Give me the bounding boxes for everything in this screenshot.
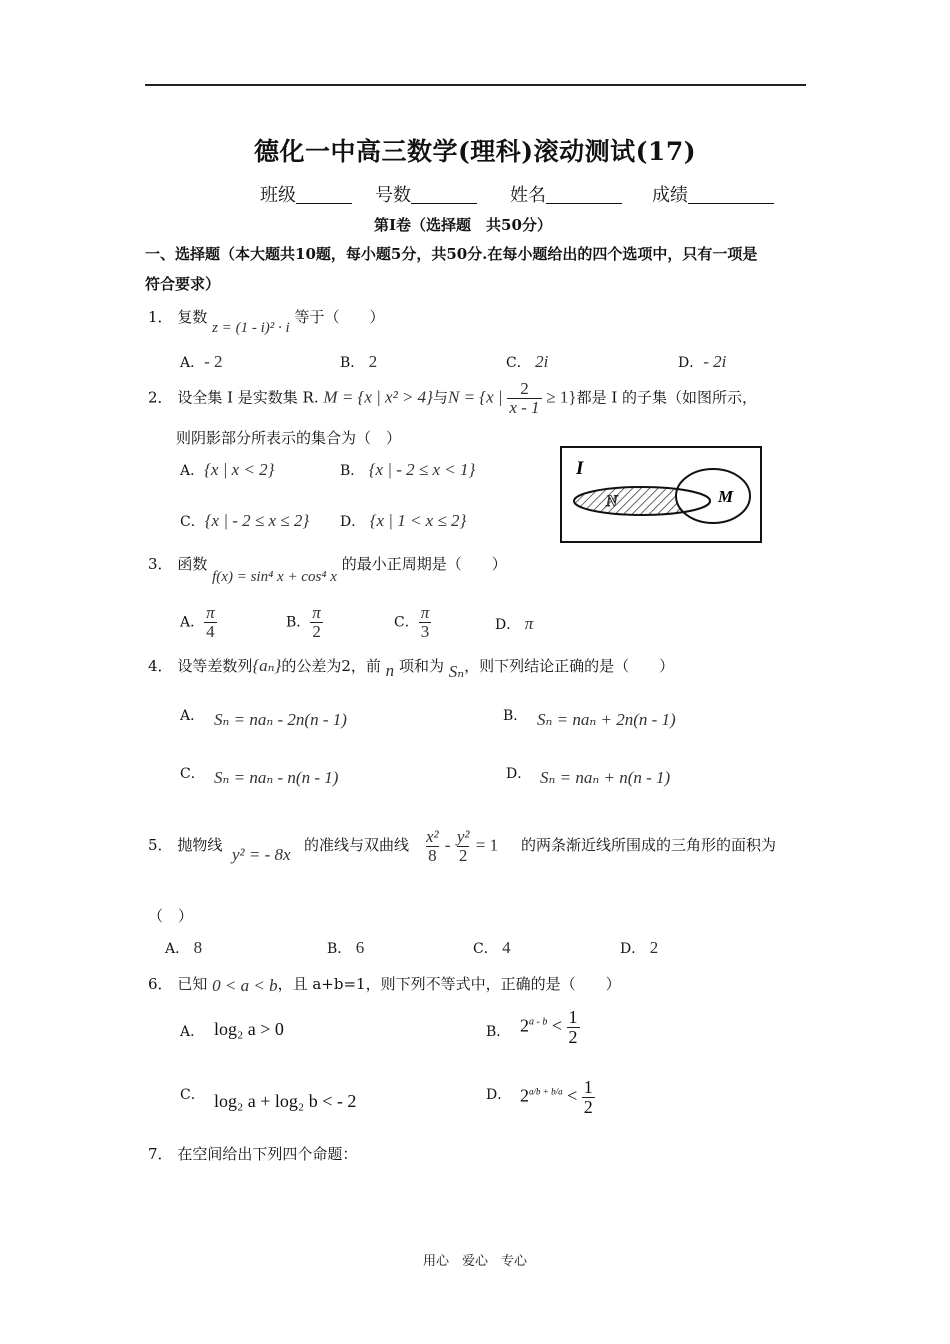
q2-d-value: {x | 1 < x ≤ 2} [369,511,467,530]
q6-number: 6． [148,975,173,993]
q2-option-a[interactable] [180,460,274,480]
q4-n: n [385,661,395,680]
q2-post: 都是 I 的子集（如图所示， [576,388,758,407]
q4-option-d[interactable] [506,763,531,783]
q1-a-label: A． [180,355,205,371]
q6-d-base: 2 [520,1085,529,1106]
q6-d-rel: < [567,1085,578,1106]
q2-number: 2． [148,388,173,407]
q3-formula: f(x) = sin⁴ x + cos⁴ x [212,569,337,585]
q2-b-label: B． [340,463,365,479]
q1-a-value: - 2 [204,352,223,371]
q4-a-label: A． [180,708,205,724]
q1-d-value: - 2i [703,352,727,371]
q5-b-value: 6 [355,938,365,957]
q5-parabola: y² = - 8x [232,845,291,864]
q2-frac-num: 2 [520,379,529,398]
q4-sequence: {aₙ} [252,656,282,675]
name-field [510,181,622,207]
q5-a-label: A． [165,941,190,957]
q5-b-label: B． [327,941,352,957]
question-6 [148,973,621,994]
q2-fraction [507,380,541,417]
q5-hyperbola [424,828,498,865]
q2-c-value: {x | - 2 ≤ x ≤ 2} [204,511,310,530]
q5-c-value: 4 [502,938,511,957]
q2-option-d[interactable] [340,511,466,531]
q2-option-c[interactable] [180,511,309,531]
q2-b-value: {x | - 2 ≤ x < 1} [368,460,476,479]
q4-a-value: Sₙ = naₙ - 2n(n - 1) [214,710,347,729]
q1-b-label: B． [340,355,365,371]
score-field [652,181,774,207]
q3-b-frac [310,604,323,641]
q5-c-label: C． [473,941,498,957]
q5-frac-2-den: 2 [458,845,468,865]
q6-d-frac [582,1078,595,1117]
q7-number: 7． [148,1145,173,1163]
q2-d-label: D． [340,514,366,530]
q3-b-den: 2 [312,621,321,641]
q1-d-label: D． [678,355,704,371]
q5-frac-1 [424,828,441,865]
q5-post: 的两条渐近线所围成的三角形的面积为 [521,836,777,854]
q5-d-value: 2 [649,938,659,957]
q6-b-num: 1 [568,1007,578,1027]
q3-option-d[interactable] [495,614,533,634]
number-blank[interactable] [411,185,477,204]
page-footer: 用心 爱心 专心 [422,1254,527,1269]
q3-option-a[interactable] [180,604,217,641]
universe-label: I [576,458,584,479]
q6-post: ，且 a+b=1，则下列不等式中，正确的是（ ） [277,975,621,993]
q3-b-num: π [312,603,321,622]
q3-c-den: 3 [420,621,430,641]
q6-b-exp: a - b [529,1016,548,1028]
name-label: 姓名 [510,185,546,206]
q3-a-label: A． [180,614,205,631]
q4-option-b[interactable] [503,705,527,725]
q3-d-label: D． [495,617,521,633]
class-label: 班级 [260,185,296,206]
q6-d-value [520,1078,595,1117]
q4-option-c[interactable] [180,763,205,783]
score-label: 成绩 [652,185,688,206]
q2-frac-den: x - 1 [509,397,540,417]
q6-option-b[interactable] [486,1021,510,1041]
header-rule [145,84,806,86]
q2-set-m: M = {x | x² > 4} [323,387,433,407]
q6-a-value: log₂ a > 0 [214,1019,284,1039]
q1-number: 1． [148,308,173,326]
part-subtitle: 第Ⅰ卷（选择题 共50分） [374,216,552,234]
q6-b-frac [567,1008,580,1047]
q6-condition: 0 < a < b [212,976,278,995]
set-m-label: M [718,487,734,506]
number-field [375,181,477,207]
q3-b-label: B． [286,614,311,631]
score-blank[interactable] [688,185,774,204]
q5-paren: （ ） [148,907,194,925]
q6-d-exp: a/b + b/a [529,1086,563,1097]
q3-option-b[interactable] [286,604,323,641]
q5-option-d[interactable] [620,938,658,958]
q2-a-value: {x | x < 2} [204,460,275,479]
venn-svg [562,448,760,541]
q7-text: 在空间给出下列四个命题： [177,1145,358,1163]
q5-option-c[interactable] [473,938,511,958]
q3-a-num: π [206,603,215,622]
q6-pre: 已知 [177,975,208,993]
q6-option-d[interactable] [486,1084,511,1104]
q3-option-c[interactable] [394,604,431,641]
q4-d-value: Sₙ = naₙ + n(n - 1) [540,768,671,787]
q2-a-label: A． [180,463,205,479]
q6-b-value [520,1008,580,1047]
question-2 [148,380,757,417]
q2-set-n-pre: N = {x | [447,387,503,407]
question-5 [148,834,222,855]
q6-c-label: C． [180,1087,205,1103]
q2-mid: 与 [432,388,448,407]
q4-mid2: 项和为 [398,657,444,675]
number-label: 号数 [375,185,411,206]
q1-c-value: 2i [535,352,549,371]
q6-a-label: A． [180,1024,205,1040]
q6-d-num: 1 [583,1077,593,1097]
q1-option-b[interactable] [340,352,377,372]
q1-formula: z = (1 - i)² · i [212,320,290,336]
q4-pre: 设等差数列 [177,657,253,675]
q5-frac-2 [455,828,472,865]
set-n-label: N [606,493,618,510]
q5-frac-2-num: y² [456,827,470,846]
q3-post: 的最小正周期是（ ） [341,555,507,573]
q6-option-a[interactable] [180,1021,204,1041]
q5-equals: = 1 [475,835,499,855]
q6-d-label: D． [486,1087,512,1103]
q1-c-label: C． [506,355,531,371]
class-blank[interactable] [296,185,352,204]
question-7 [148,1143,357,1164]
q1-option-d[interactable] [678,352,726,372]
q4-number: 4． [148,657,173,675]
q5-a-value: 8 [193,938,203,957]
q2-set-n-post: ≥ 1} [546,387,577,407]
venn-diagram [560,446,762,543]
question-1 [148,306,385,336]
q5-minus: - [444,835,451,855]
q3-c-frac [419,604,432,641]
q5-frac-1-num: x² [426,827,439,846]
q3-a-frac [204,604,217,641]
question-4 [148,655,675,681]
q2-line2: 则阴影部分所表示的集合为（ ） [176,429,402,447]
q5-option-a[interactable] [165,938,202,958]
q6-b-rel: < [551,1015,562,1036]
q1-option-c[interactable] [506,352,548,372]
q1-post: 等于（ ） [294,308,385,326]
q6-b-den: 2 [568,1026,578,1047]
q4-sn: Sₙ [448,662,465,681]
q1-pre: 复数 [177,308,208,326]
q5-option-b[interactable] [327,938,364,958]
q4-b-value: Sₙ = naₙ + 2n(n - 1) [537,710,676,729]
q4-d-label: D． [506,766,532,782]
q2-option-b[interactable] [340,460,475,480]
class-field [260,181,352,207]
q4-mid: 的公差为2，前 [281,657,381,675]
q3-pre: 函数 [177,555,208,573]
q4-option-a[interactable] [180,705,204,725]
q6-option-c[interactable] [180,1084,205,1104]
q3-c-label: C． [394,614,419,631]
q3-c-num: π [420,603,430,622]
q4-c-label: C． [180,766,205,782]
q5-d-label: D． [620,941,646,957]
q4-b-label: B． [503,708,528,724]
page-title: 德化一中高三数学(理科)滚动测试(17) [253,137,697,166]
q4-post: ，则下列结论正确的是（ ） [464,657,675,675]
q3-d-value: π [524,614,534,633]
q5-number: 5． [148,836,173,854]
section-heading-line1: 一、选择题（本大题共10题，每小题5分，共50分.在每小题给出的四个选项中，只有一项是 [145,245,758,263]
section-heading-line2: 符合要求） [145,275,221,293]
question-3 [148,553,507,585]
q5-mid: 的准线与双曲线 [304,836,410,854]
q1-b-value: 2 [368,352,378,371]
q5-frac-1-den: 8 [428,845,437,865]
q6-c-value: log₂ a + log₂ b < - 2 [214,1091,357,1111]
q3-number: 3． [148,555,173,573]
q5-pre: 抛物线 [177,836,223,854]
name-blank[interactable] [546,185,622,204]
q6-d-den: 2 [583,1096,593,1117]
q4-c-value: Sₙ = naₙ - n(n - 1) [214,768,339,787]
q6-b-label: B． [486,1024,511,1040]
q3-a-den: 4 [206,621,215,641]
q2-pre: 设全集 I 是实数集 R. [177,388,319,407]
q1-option-a[interactable] [180,352,223,372]
q2-c-label: C． [180,514,205,530]
q6-b-base: 2 [520,1015,529,1036]
